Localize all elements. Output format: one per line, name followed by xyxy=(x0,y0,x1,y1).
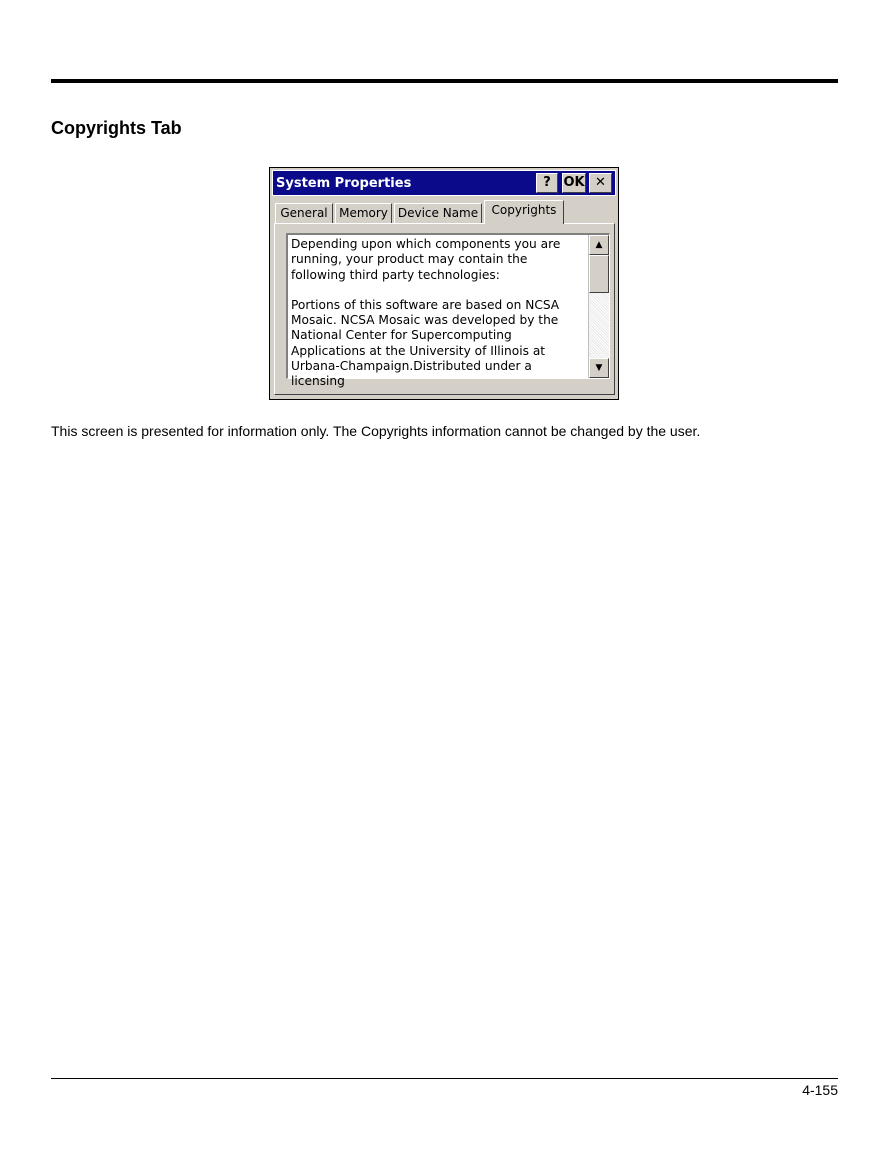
tab-device-name[interactable]: Device Name xyxy=(394,203,482,223)
page-number: 4-155 xyxy=(802,1082,838,1098)
system-properties-screenshot xyxy=(269,167,619,400)
copyrights-textbox[interactable] xyxy=(286,233,610,389)
close-icon[interactable]: ✕ xyxy=(589,173,612,193)
section-heading: Copyrights Tab xyxy=(51,118,182,138)
copyrights-panel xyxy=(274,223,615,395)
body-text: This screen is presented for information only. The Copyrights information cannot be changed by the user. xyxy=(51,423,701,439)
copyrights-text xyxy=(291,237,581,405)
dialog-titlebar xyxy=(272,170,616,196)
help-button[interactable]: ? xyxy=(536,173,558,193)
tab-general[interactable]: General xyxy=(275,203,333,223)
scroll-up-icon[interactable]: ▲ xyxy=(589,235,609,255)
ok-button[interactable]: OK xyxy=(562,173,586,193)
scroll-thumb[interactable] xyxy=(589,255,609,293)
copyrights-paragraph: Depending upon which components you are running, your product may contain the following third party technologies: xyxy=(291,237,561,282)
tab-strip xyxy=(274,200,614,223)
tab-copyrights[interactable]: Copyrights xyxy=(484,200,564,224)
tab-memory[interactable]: Memory xyxy=(335,203,392,223)
bottom-rule xyxy=(51,1078,838,1079)
copyrights-paragraph: Portions of this software are based on NCSA Mosaic. NCSA Mosaic was developed by the National Center for Supercomputing Applications at the University of Illinois at Urbana-Champaign.Distributed under a licensing xyxy=(291,297,560,389)
dialog-title: System Properties xyxy=(276,176,412,191)
vertical-scrollbar[interactable] xyxy=(588,235,609,378)
scroll-down-icon[interactable]: ▼ xyxy=(589,358,609,378)
top-rule xyxy=(51,79,838,83)
